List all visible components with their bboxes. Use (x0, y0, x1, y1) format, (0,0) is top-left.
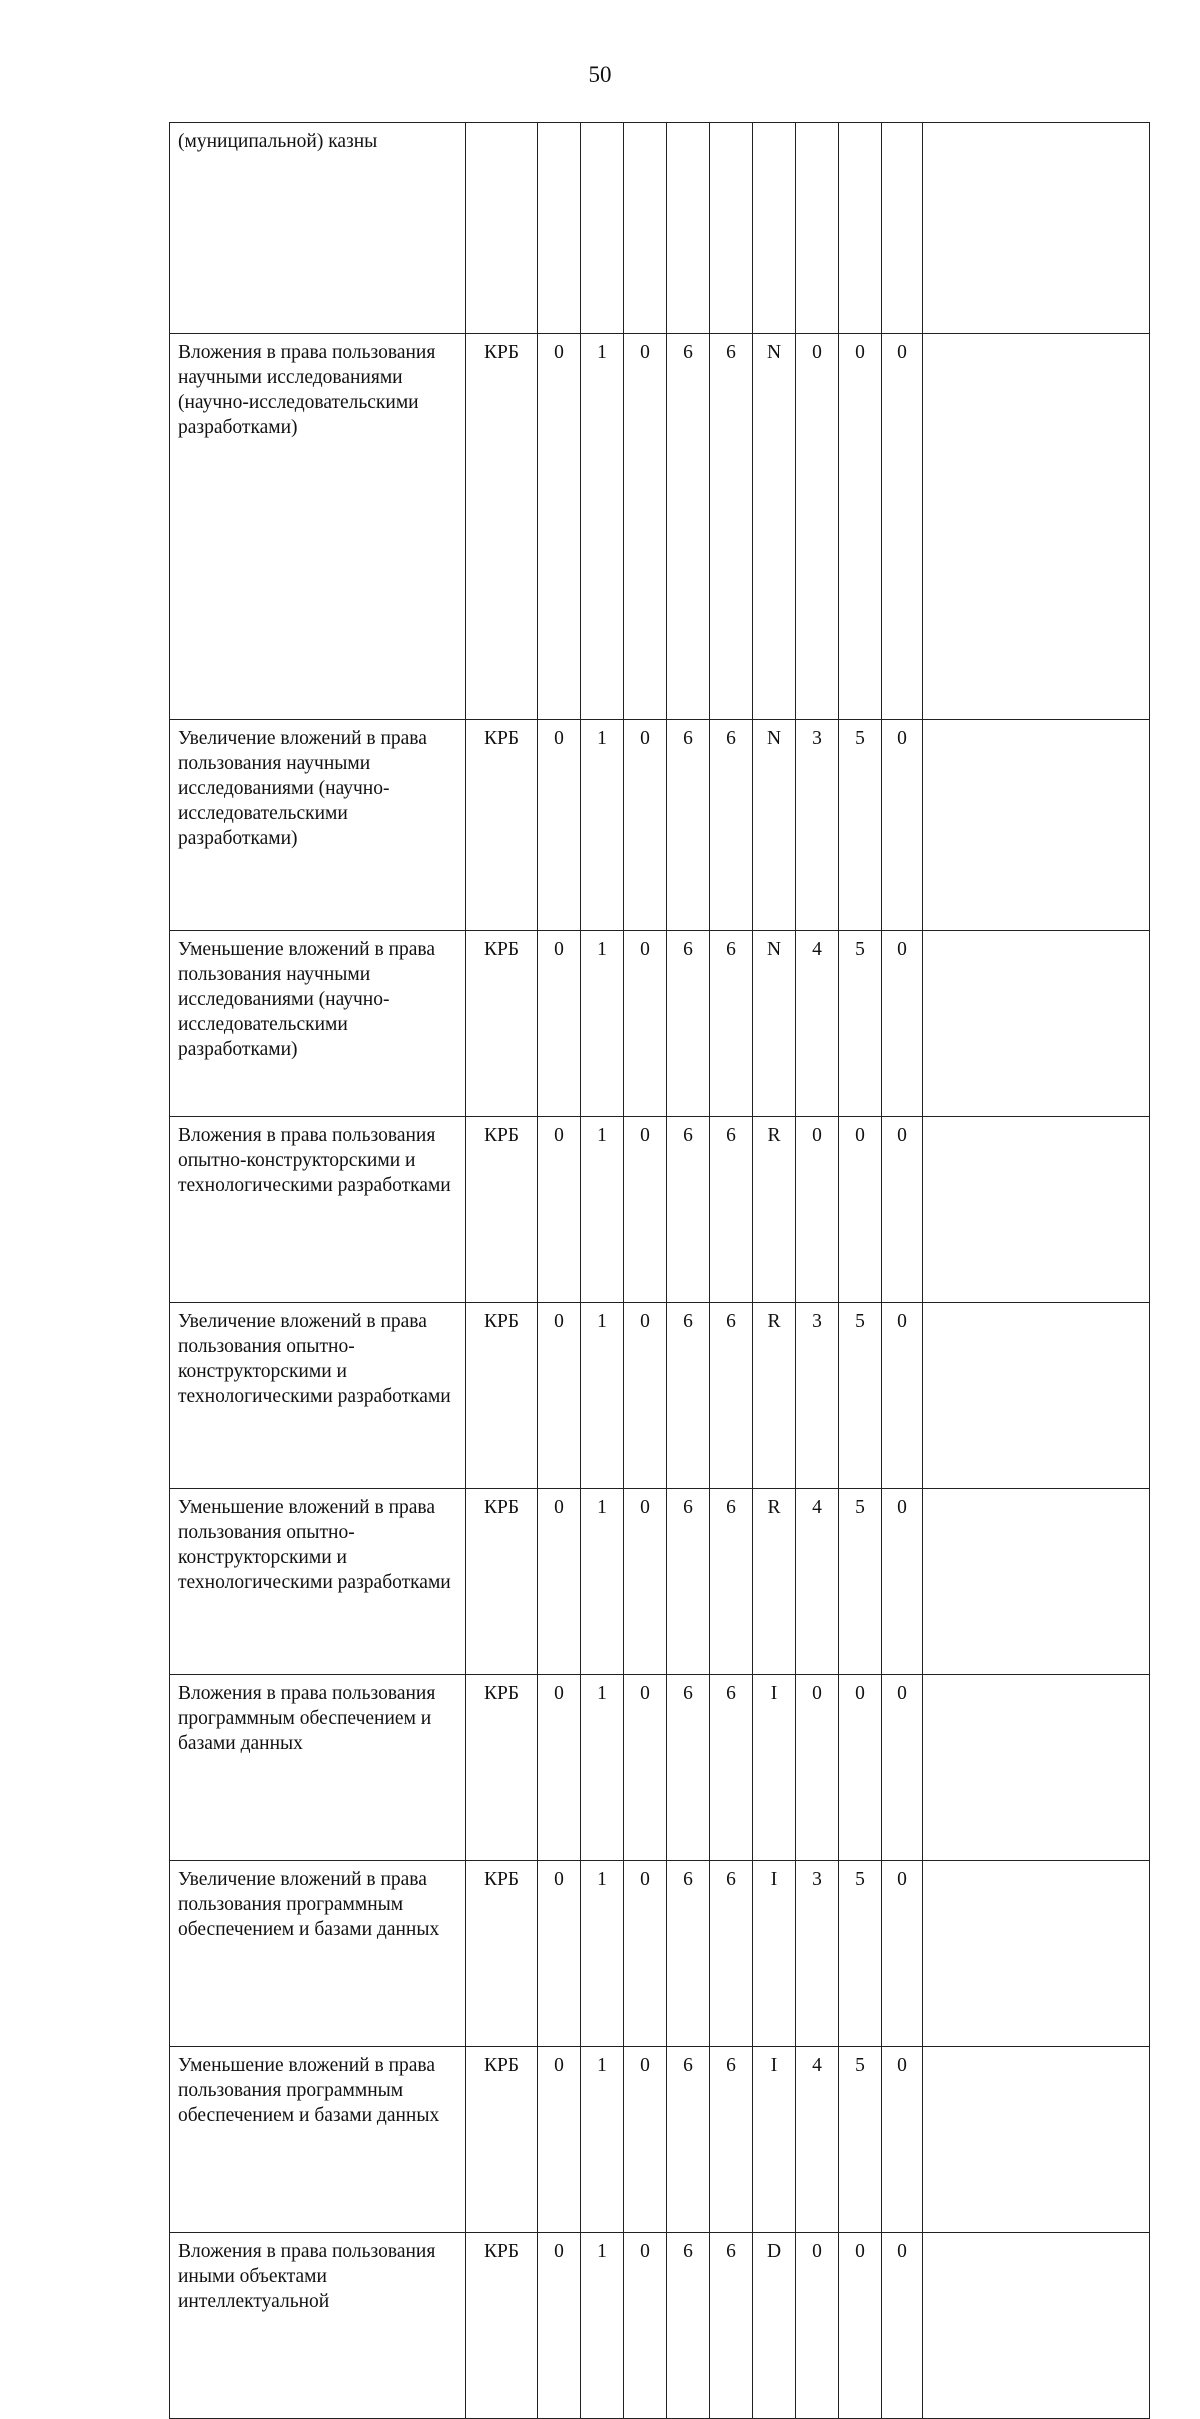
account-code-digit-cell: 6 (710, 2047, 753, 2233)
table-row (170, 1303, 1150, 1489)
account-code-digit-cell (882, 123, 923, 334)
account-code-digit-cell: 6 (667, 1489, 710, 1675)
account-code-digit-cell: 6 (710, 1861, 753, 2047)
account-code-digit-cell (923, 1861, 1150, 2047)
account-code-prefix-cell: КРБ (466, 720, 538, 931)
account-code-digit-cell: 0 (882, 1303, 923, 1489)
account-code-digit-cell: 1 (581, 1675, 624, 1861)
account-name-cell: Уменьшение вложений в права пользования программным обеспечением и базами данных (170, 2047, 466, 2233)
account-code-digit-cell: 6 (710, 1117, 753, 1303)
account-code-digit-cell (923, 931, 1150, 1117)
account-code-digit-cell: 0 (538, 1489, 581, 1675)
account-code-digit-cell: 5 (839, 1861, 882, 2047)
account-code-digit-cell: 1 (581, 2233, 624, 2419)
account-name-cell: Вложения в права пользования опытно-конструкторскими и технологическими разработками (170, 1117, 466, 1303)
account-code-digit-cell (581, 123, 624, 334)
account-code-digit-cell: 0 (538, 334, 581, 720)
account-code-digit-cell: 0 (796, 334, 839, 720)
account-code-digit-cell: 1 (581, 1117, 624, 1303)
account-name-cell: (муниципальной) казны (170, 123, 466, 334)
account-code-prefix-cell: КРБ (466, 931, 538, 1117)
account-code-digit-cell: 6 (667, 1117, 710, 1303)
account-code-digit-cell: 0 (624, 2047, 667, 2233)
account-code-digit-cell: 0 (882, 1489, 923, 1675)
account-code-digit-cell: 6 (667, 931, 710, 1117)
account-code-digit-cell: 5 (839, 931, 882, 1117)
account-code-digit-cell (923, 1117, 1150, 1303)
account-code-digit-cell (923, 720, 1150, 931)
account-code-digit-cell: 1 (581, 720, 624, 931)
account-code-digit-cell: 0 (624, 1861, 667, 2047)
page-number: 50 (588, 62, 612, 87)
account-code-prefix-cell: КРБ (466, 2047, 538, 2233)
account-code-digit-cell: 0 (882, 2047, 923, 2233)
account-code-digit-cell: 5 (839, 1489, 882, 1675)
account-name-cell: Увеличение вложений в права пользования программным обеспечением и базами данных (170, 1861, 466, 2047)
account-name-cell: Вложения в права пользования научными исследованиями (научно-исследовательскими разработками) (170, 334, 466, 720)
account-code-digit-cell: D (753, 2233, 796, 2419)
account-code-digit-cell: 1 (581, 1489, 624, 1675)
account-code-digit-cell: 6 (710, 1489, 753, 1675)
account-code-digit-cell: 4 (796, 1489, 839, 1675)
account-code-digit-cell: 0 (796, 1117, 839, 1303)
account-code-digit-cell: 0 (538, 1861, 581, 2047)
account-code-prefix-cell: КРБ (466, 1489, 538, 1675)
account-code-digit-cell (923, 1489, 1150, 1675)
account-code-digit-cell: 5 (839, 720, 882, 931)
account-code-digit-cell (538, 123, 581, 334)
table-row (170, 1675, 1150, 1861)
account-code-digit-cell: 0 (882, 720, 923, 931)
account-code-digit-cell: R (753, 1303, 796, 1489)
account-code-digit-cell: 0 (624, 1489, 667, 1675)
account-code-digit-cell: 1 (581, 1861, 624, 2047)
account-code-digit-cell: 3 (796, 720, 839, 931)
table-row (170, 720, 1150, 931)
account-code-digit-cell: 0 (538, 2233, 581, 2419)
account-code-digit-cell (923, 2047, 1150, 2233)
account-code-digit-cell: 0 (624, 334, 667, 720)
account-code-prefix-cell: КРБ (466, 1117, 538, 1303)
account-code-digit-cell: 0 (882, 1675, 923, 1861)
account-code-prefix-cell: КРБ (466, 1861, 538, 2047)
account-code-digit-cell: 0 (538, 931, 581, 1117)
account-code-digit-cell: 4 (796, 2047, 839, 2233)
account-code-digit-cell: 6 (710, 334, 753, 720)
account-name-cell: Уменьшение вложений в права пользования научными исследованиями (научно-исследовательскими разработками) (170, 931, 466, 1117)
account-code-digit-cell: 4 (796, 931, 839, 1117)
account-code-digit-cell (923, 1303, 1150, 1489)
account-name-cell: Вложения в права пользования иными объектами интеллектуальной (170, 2233, 466, 2419)
account-code-digit-cell: 0 (882, 931, 923, 1117)
account-code-digit-cell: 6 (710, 931, 753, 1117)
account-code-digit-cell: N (753, 720, 796, 931)
account-code-digit-cell (753, 123, 796, 334)
account-code-digit-cell: 6 (667, 720, 710, 931)
account-code-digit-cell: 0 (538, 720, 581, 931)
account-code-prefix-cell: КРБ (466, 2233, 538, 2419)
table-row (170, 931, 1150, 1117)
account-code-digit-cell: 0 (538, 2047, 581, 2233)
account-code-digit-cell: 0 (624, 1117, 667, 1303)
account-code-digit-cell: 6 (667, 1303, 710, 1489)
account-code-digit-cell: 6 (710, 1675, 753, 1861)
account-code-digit-cell: 0 (882, 2233, 923, 2419)
account-name-cell: Увеличение вложений в права пользования опытно-конструкторскими и технологическими разработками (170, 1303, 466, 1489)
account-code-digit-cell (710, 123, 753, 334)
account-name-cell: Увеличение вложений в права пользования научными исследованиями (научно-исследовательскими разработками) (170, 720, 466, 931)
account-code-digit-cell (923, 1675, 1150, 1861)
account-code-digit-cell: 1 (581, 2047, 624, 2233)
account-code-digit-cell: 3 (796, 1861, 839, 2047)
table-row (170, 2047, 1150, 2233)
account-code-digit-cell: R (753, 1117, 796, 1303)
account-code-digit-cell: 6 (667, 334, 710, 720)
account-code-digit-cell (796, 123, 839, 334)
account-code-digit-cell: I (753, 2047, 796, 2233)
accounts-table (169, 122, 1150, 2419)
account-code-digit-cell (923, 334, 1150, 720)
table-row (170, 2233, 1150, 2419)
account-code-digit-cell (667, 123, 710, 334)
account-code-digit-cell: 6 (667, 2233, 710, 2419)
account-name-cell: Вложения в права пользования программным обеспечением и базами данных (170, 1675, 466, 1861)
account-code-digit-cell: 0 (624, 1675, 667, 1861)
account-code-digit-cell (923, 2233, 1150, 2419)
table-row (170, 1489, 1150, 1675)
account-code-digit-cell: 5 (839, 2047, 882, 2233)
table-row (170, 1861, 1150, 2047)
account-code-digit-cell: 0 (796, 2233, 839, 2419)
account-code-digit-cell: 0 (839, 2233, 882, 2419)
account-name-cell: Уменьшение вложений в права пользования опытно-конструкторскими и технологическими разработками (170, 1489, 466, 1675)
account-code-prefix-cell: КРБ (466, 1303, 538, 1489)
account-code-digit-cell: 6 (667, 1861, 710, 2047)
table-row (170, 334, 1150, 720)
table-row (170, 123, 1150, 334)
account-code-prefix-cell: КРБ (466, 1675, 538, 1861)
account-code-digit-cell: 6 (710, 1303, 753, 1489)
account-code-digit-cell: 0 (624, 1303, 667, 1489)
account-code-digit-cell: 0 (624, 2233, 667, 2419)
account-code-digit-cell: 0 (538, 1117, 581, 1303)
account-code-digit-cell: R (753, 1489, 796, 1675)
account-code-digit-cell: 3 (796, 1303, 839, 1489)
account-code-digit-cell (923, 123, 1150, 334)
account-code-digit-cell: I (753, 1861, 796, 2047)
account-code-digit-cell: 0 (624, 931, 667, 1117)
account-code-digit-cell: 1 (581, 334, 624, 720)
account-code-digit-cell: 6 (667, 1675, 710, 1861)
account-code-digit-cell: 0 (538, 1675, 581, 1861)
account-code-digit-cell: 0 (839, 1117, 882, 1303)
account-code-digit-cell: 0 (882, 334, 923, 720)
account-code-digit-cell: 6 (710, 2233, 753, 2419)
account-code-digit-cell: 0 (538, 1303, 581, 1489)
account-code-digit-cell: 1 (581, 931, 624, 1117)
account-code-digit-cell: 6 (667, 2047, 710, 2233)
account-code-digit-cell: 0 (796, 1675, 839, 1861)
table-row (170, 1117, 1150, 1303)
account-code-digit-cell: 5 (839, 1303, 882, 1489)
account-code-digit-cell (839, 123, 882, 334)
account-code-digit-cell: 1 (581, 1303, 624, 1489)
account-code-digit-cell: 0 (882, 1861, 923, 2047)
account-code-digit-cell: 0 (839, 1675, 882, 1861)
account-code-digit-cell: I (753, 1675, 796, 1861)
account-code-digit-cell: 0 (839, 334, 882, 720)
account-code-prefix-cell: КРБ (466, 334, 538, 720)
account-code-digit-cell: 6 (710, 720, 753, 931)
account-code-digit-cell (624, 123, 667, 334)
account-code-digit-cell: N (753, 334, 796, 720)
account-code-digit-cell: 0 (882, 1117, 923, 1303)
account-code-digit-cell: N (753, 931, 796, 1117)
account-code-prefix-cell (466, 123, 538, 334)
account-code-digit-cell: 0 (624, 720, 667, 931)
